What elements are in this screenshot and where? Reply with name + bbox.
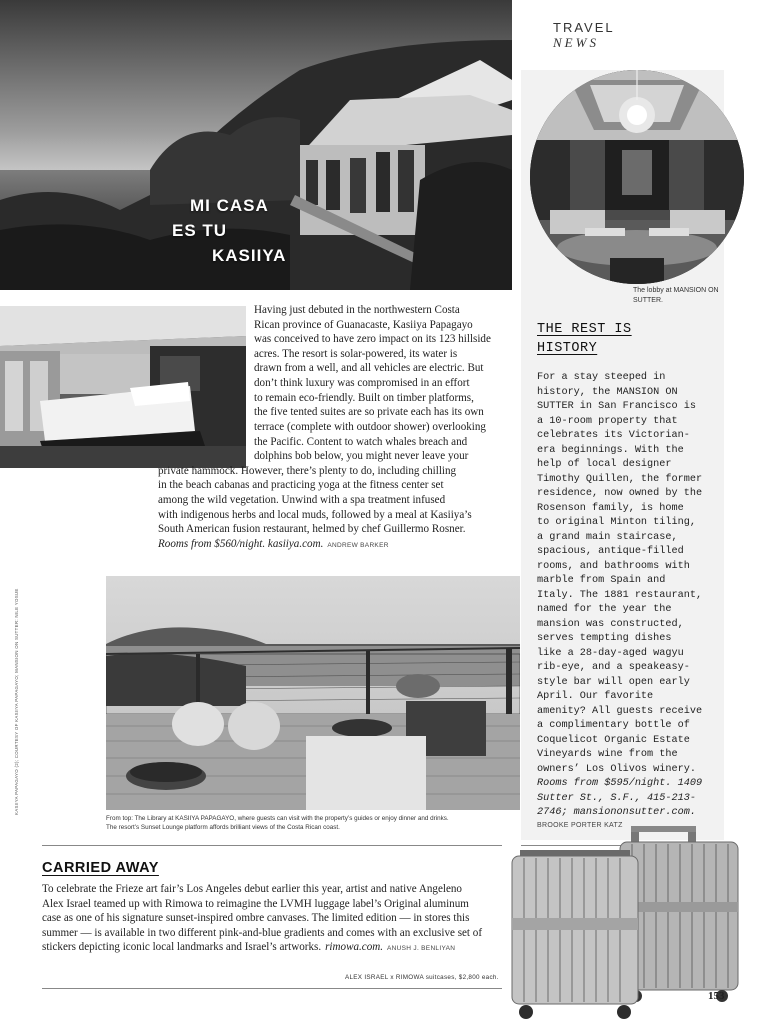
carried-away-heading: CARRIED AWAY — [42, 860, 159, 876]
rest-is-history-body — [537, 371, 717, 821]
kasiiya-body-line: in the beach cabanas and practicing yoga at the fitness center set — [158, 479, 444, 492]
mansion-body-line: marble from Spain and — [537, 575, 666, 586]
sunset-lounge-photo — [106, 576, 520, 810]
section-divider — [42, 845, 502, 846]
carried-away-byline: ANUSH J. BENLIYAN — [387, 945, 456, 953]
mansion-price-line: Rooms from $595/night. 1409 — [537, 778, 703, 789]
mansion-body-line: named for the year the — [537, 604, 672, 615]
mansion-body-line: to original Minton tiling, — [537, 517, 696, 528]
carried-away-last-line — [42, 940, 504, 957]
mansion-body-line: style bar will open early — [537, 676, 690, 688]
mansion-body-line: mansion was constructed, — [537, 618, 684, 630]
mansion-body-line: history, the MANSION ON — [537, 386, 678, 398]
rimowa-link[interactable]: rimowa.com. — [325, 941, 384, 954]
mansion-body-line: Italy. The 1881 restaurant, — [537, 589, 703, 601]
kasiiya-body-line: the five tented suites are so private each has its own — [254, 406, 484, 419]
kasiiya-body-line: to remain eco-friendly. Built on timber platforms, — [254, 391, 474, 404]
kasiiya-price-line-wrapper — [158, 537, 389, 554]
mansion-body-line: Timothy Quillen, the former — [537, 473, 703, 485]
kasiiya-body-line: was conceived to have zero impact on its 123 hillside — [254, 333, 491, 346]
mansion-body-line: Coquelicot Organic Estate — [537, 734, 690, 746]
deck-caption-line-1: From top: The Library at KASIIYA PAPAGAYO, where guests can visit with the property’s guides or enjoy dinner and drinks. — [106, 815, 449, 822]
kasiiya-body-line: with indigenous herbs and local muds, followed by a meal at Kasiiya’s — [158, 508, 472, 521]
suitcase-caption: ALEX ISRAEL x RIMOWA suitcases, $2,800 each. — [345, 974, 499, 981]
mansion-body-line: celebrates its Victorian- — [537, 430, 690, 441]
mansion-body-line: For a stay steeped in — [537, 372, 666, 383]
mansion-body-line: help of local designer — [537, 459, 672, 470]
bottom-rule — [42, 988, 502, 989]
mansion-body-line: residence, now owned by the — [537, 488, 703, 499]
deck-caption-line-2: The resort’s Sunset Lounge platform affords brilliant views of the Costa Rican coast. — [106, 824, 340, 831]
mansion-price-line: 2746; mansiononsutter.com. — [537, 807, 696, 818]
rest-heading-line-2: HISTORY — [537, 341, 598, 356]
kasiiya-byline: ANDREW BARKER — [327, 541, 389, 549]
headline-line-1: MI CASA — [190, 196, 269, 215]
rest-is-history-heading — [537, 320, 717, 358]
carried-away-body-line: Alex Israel teamed up with Rimowa to reimagine the LVMH luggage label’s Original aluminum — [42, 897, 469, 910]
mansion-body-line: Rosenson family, is home — [537, 502, 684, 514]
kasiiya-body-line: terrace (complete with outdoor shower) overlooking — [254, 420, 486, 433]
hero-photo-tented-suite — [0, 0, 512, 290]
lobby-photo — [530, 70, 744, 284]
carried-away-body-line: To celebrate the Frieze art fair’s Los Angeles debut earlier this year, artist and native Angeleno — [42, 883, 462, 895]
subsection-label: NEWS — [553, 35, 599, 50]
mansion-body-line: owners’ Los Olivos winery. — [537, 763, 696, 775]
mansion-body-line: April. Our favorite — [537, 691, 654, 702]
photo-credit: KASIIYA PAPAGAYO (2); COURTESY OF KASIIYA PAPAGAYO; MANSION ON SUTTER: NILE YOSUE — [14, 588, 19, 815]
headline-line-3: KASIIYA — [212, 246, 287, 265]
mansion-body-line: serves tempting dishes — [537, 633, 672, 644]
kasiiya-body-line: the Pacific. Content to watch whales breach and — [254, 435, 468, 448]
section-label: TRAVEL — [553, 20, 615, 35]
mansion-body-line: a complimentary bottle of — [537, 720, 690, 731]
kasiiya-body-line: private hammock. However, there’s plenty to do, including chilling — [158, 464, 457, 477]
kasiiya-body-line: among the wild vegetation. Unwind with a spa treatment infused — [158, 494, 446, 507]
deck-photo-caption — [106, 814, 520, 832]
rest-heading-line-1: THE REST IS — [537, 322, 632, 337]
mansion-body-line: era beginnings. With the — [537, 444, 684, 456]
page-number: 153 — [708, 990, 725, 1002]
mansion-body-line: rib-eye, and a speakeasy- — [537, 662, 690, 673]
mansion-body-line: amenity? All guests receive — [537, 705, 703, 717]
kasiiya-body-line: dolphins bob below, you might never leave your — [254, 450, 469, 463]
mansion-body-line: Vineyards wine from the — [537, 749, 678, 760]
mansion-price-line: Sutter St., S.F., 415-213- — [537, 792, 696, 804]
mansion-body-line: rooms, and bathrooms with — [537, 560, 690, 572]
kasiiya-body-line: South American fusion restaurant, helmed by chef Guillermo Rosner. — [158, 523, 466, 536]
carried-away-body-line: summer — is available in two different pink-and-blue gradients and comes with an exclusive set of — [42, 926, 483, 939]
kasiiya-body-line: Having just debuted in the northwestern Costa — [254, 304, 460, 316]
carried-away-body-line: case as one of his signature sunset-inspired ombre canvases. The limited edition — in stores this — [42, 912, 470, 925]
carried-away-body — [42, 882, 504, 957]
mansion-body-line: a grand main staircase, — [537, 531, 678, 543]
kasiiya-body-line: don’t think luxury was compromised in an effort — [254, 377, 470, 390]
mansion-body-line: a 10-room property that — [537, 415, 678, 427]
kasiiya-body-line: drawn from a well, and all vehicles are electric. But — [254, 362, 484, 375]
mansion-body-line: SUTTER in San Francisco is — [537, 401, 696, 412]
lobby-photo-caption: The lobby at MANSION ON SUTTER. — [633, 287, 719, 304]
kasiiya-body-line: Rican province of Guanacaste, Kasiiya Papagayo — [254, 318, 473, 331]
mansion-body-line: spacious, antique-filled — [537, 546, 684, 557]
mansion-byline: BROOKE PORTER KATZ — [537, 822, 623, 829]
kasiiya-body-line: acres. The resort is solar-powered, its water is — [254, 347, 458, 360]
headline-line-2: ES TU — [172, 221, 228, 240]
kasiiya-price-line: Rooms from $560/night. kasiiya.com. — [158, 537, 324, 550]
mansion-body-line: like a 28-day-aged wagyu — [537, 647, 684, 659]
library-tent-bedroom-photo — [0, 306, 246, 468]
carried-away-final-sentence: stickers depicting iconic local landmarks and Israel’s artworks. — [42, 941, 322, 954]
